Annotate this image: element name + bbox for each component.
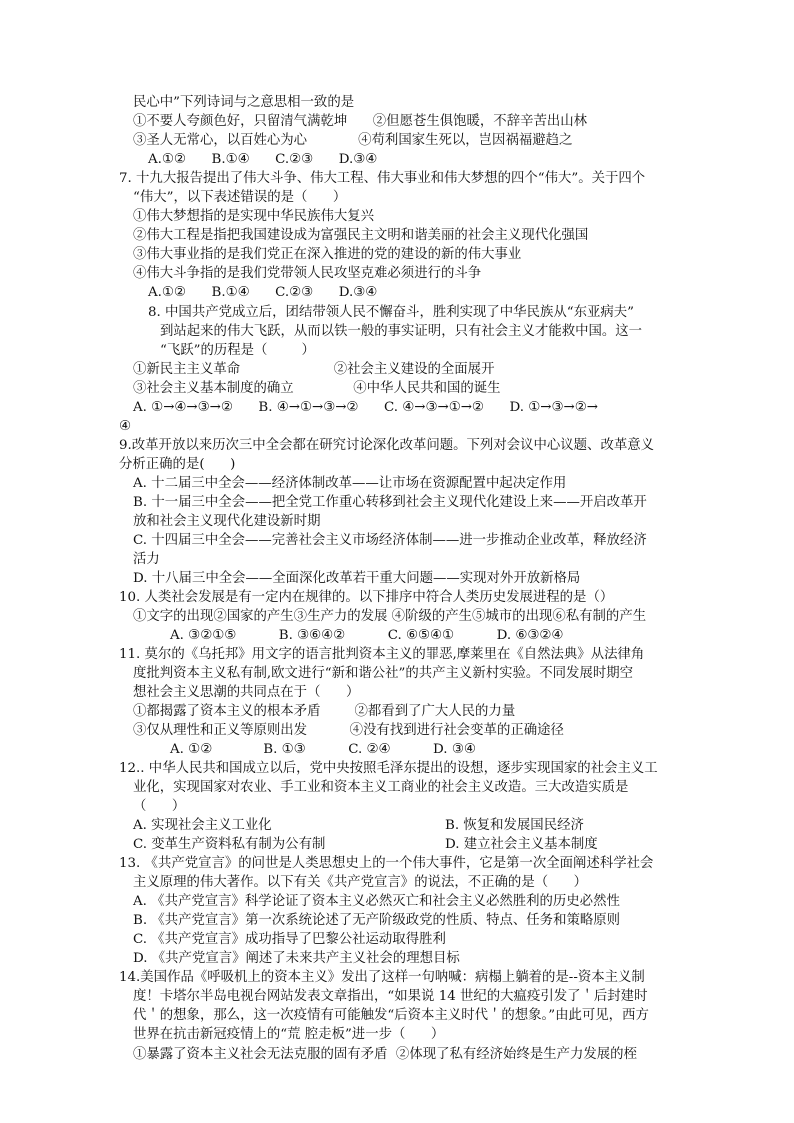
text-line: 活力 xyxy=(133,552,160,567)
text-line: B. 十一届三中全会——把全党工作重心转移到社会主义现代化建设上来——开启改革开 xyxy=(133,495,647,510)
text-line: A.①② B.①④ C.②③ D.③④ xyxy=(148,152,378,167)
text-line: ②伟大工程是指把我国建设成为富强民主文明和谐美丽的社会主义现代化强国 xyxy=(133,228,589,243)
text-line: 10. 人类社会发展是有一定内在规律的。以下排序中符合人类历史发展进程的是（） xyxy=(119,590,614,605)
text-line: 度批判资本主义私有制,欧文进行“新和谐公社”的共产主义新村实验。不同发展时期空 xyxy=(133,666,634,681)
text-line: 世界在抗击新冠疫情上的“荒 腔走板”进一步（ ） xyxy=(133,1027,445,1042)
text-line: ①新民主主义革命 ②社会主义建设的全面展开 xyxy=(133,362,495,377)
text-line: 民心中”下列诗词与之意思相一致的是 xyxy=(133,95,355,110)
text-line: A. 十二届三中全会——经济体制改革——让市场在资源配置中起决定作用 xyxy=(133,476,567,491)
text-line: ①文字的出现②国家的产生③生产力的发展 ④阶级的产生⑤城市的出现⑥私有制的产生 xyxy=(133,609,647,624)
text-line: ①伟大梦想指的是实现中华民族伟大复兴 xyxy=(133,209,375,224)
text-line: 9.改革开放以来历次三中全会都在研究讨论深化改革问题。下列对会议中心议题、改革意义 xyxy=(119,438,655,453)
text-line: 7. 十九大报告提出了伟大斗争、伟大工程、伟大事业和伟大梦想的四个“伟大”。关于四个 xyxy=(119,171,646,186)
text-line: ③圣人无常心，以百姓心为心 ④苟利国家生死以，岂因祸福避趋之 xyxy=(133,133,573,148)
text-line: 放和社会主义现代化建设新时期 xyxy=(133,514,321,529)
text-line: 分析正确的是( ) xyxy=(119,457,236,472)
text-line: A. ③②①⑤ B. ③⑥④② C. ⑥⑤④① D. ⑥③②④ xyxy=(170,628,564,643)
text-line: 13. 《共产党宣言》的问世是人类思想史上的一个伟大事件，它是第一次全面阐述科学社会 xyxy=(119,856,654,871)
text-line: （ ） xyxy=(133,799,186,814)
text-line: 11. 莫尔的《乌托邦》用文字的语言批判资本主义的罪恶,摩莱里在《自然法典》从法律角 xyxy=(119,647,645,662)
text-line: 8. 中国共产党成立后，团结带领人民不懈奋斗，胜利实现了中华民族从“东亚病夫” xyxy=(148,305,635,320)
text-line: 主义原理的伟大著作。以下有关《共产党宣言》的说法，不正确的是（ ） xyxy=(133,875,588,890)
text-line: C. 十四届三中全会——完善社会主义市场经济体制——进一步推动企业改革，释放经济 xyxy=(133,533,647,548)
text-line: ①暴露了资本主义社会无法克服的固有矛盾 ②体现了私有经济始终是生产力发展的桎 xyxy=(133,1047,637,1062)
text-line: ③伟大事业指的是我们党正在深入推进的党的建设的新的伟大事业 xyxy=(133,247,522,262)
text-line: A. ①② B. ①③ C. ②④ D. ③④ xyxy=(170,742,476,757)
text-line: ④ xyxy=(119,419,132,434)
text-line: 业化，实现国家对农业、手工业和资本主义工商业的社会主义改造。三大改造实质是 xyxy=(133,780,629,795)
text-line: D. 《共产党宣言》阐述了未来共产主义社会的理想目标 xyxy=(133,951,460,966)
text-line: C. 《共产党宣言》成功指导了巴黎公社运动取得胜利 xyxy=(133,932,446,947)
text-line: D. 十八届三中全会——全面深化改革若干重大问题——实现对外开放新格局 xyxy=(133,571,581,586)
text-line: ③社会主义基本制度的确立 ④中华人民共和国的诞生 xyxy=(133,381,501,396)
text-line: A. 实现社会主义工业化 xyxy=(133,818,272,833)
text-line: B. 恢复和发展国民经济 xyxy=(445,818,584,833)
text-line: 度！卡塔尔半岛电视台网站发表文章指出，“如果说 14 世纪的大瘟疫引发了＇后封建时 xyxy=(133,989,648,1004)
text-line: “伟大”，以下表述错误的是（ ） xyxy=(133,190,347,205)
text-line: 代＇的想象，那么，这一次疫情有可能触发“后资本主义时代＇的想象。”由此可见，西方 xyxy=(133,1008,649,1023)
text-line: ①不要人夸颜色好，只留清气满乾坤 ②但愿苍生俱饱暖，不辞辛苦出山林 xyxy=(133,114,588,129)
text-line: B. 《共产党宣言》第一次系统论述了无产阶级政党的性质、特点、任务和策略原则 xyxy=(133,913,621,928)
text-line: A. 《共产党宣言》科学论证了资本主义必然灭亡和社会主义必然胜利的历史必然性 xyxy=(133,894,620,909)
text-line: ①都揭露了资本主义的根本矛盾 ②都看到了广大人民的力量 xyxy=(133,704,516,719)
text-line: 12.. 中华人民共和国成立以后，党中央按照毛泽东提出的设想，逐步实现国家的社会主义工 xyxy=(119,761,658,776)
text-line: C. 变革生产资料私有制为公有制 xyxy=(133,837,326,852)
text-line: ③仅从理性和正义等原则出发 ④没有找到进行社会变革的正确途径 xyxy=(133,723,564,738)
text-line: A. ①→④→③→② B. ④→①→③→② C. ④→③→①→② D. ①→③→②→ xyxy=(133,400,598,415)
text-line: 14.美国作品《呼吸机上的资本主义》发出了这样一句呐喊：病榻上躺着的是--资本主义制 xyxy=(119,970,645,985)
text-line: 到站起来的伟大飞跃，从而以铁一般的事实证明，只有社会主义才能救中国。这一 xyxy=(160,324,643,339)
text-line: ④伟大斗争指的是我们党带领人民攻坚克难必须进行的斗争 xyxy=(133,266,482,281)
text-line: 想社会主义思潮的共同点在于（ ） xyxy=(133,685,360,700)
text-line: “飞跃”的历程是（ ） xyxy=(160,343,315,358)
text-line: A.①② B.①④ C.②③ D.③④ xyxy=(148,285,378,300)
text-line: D. 建立社会主义基本制度 xyxy=(445,837,598,852)
